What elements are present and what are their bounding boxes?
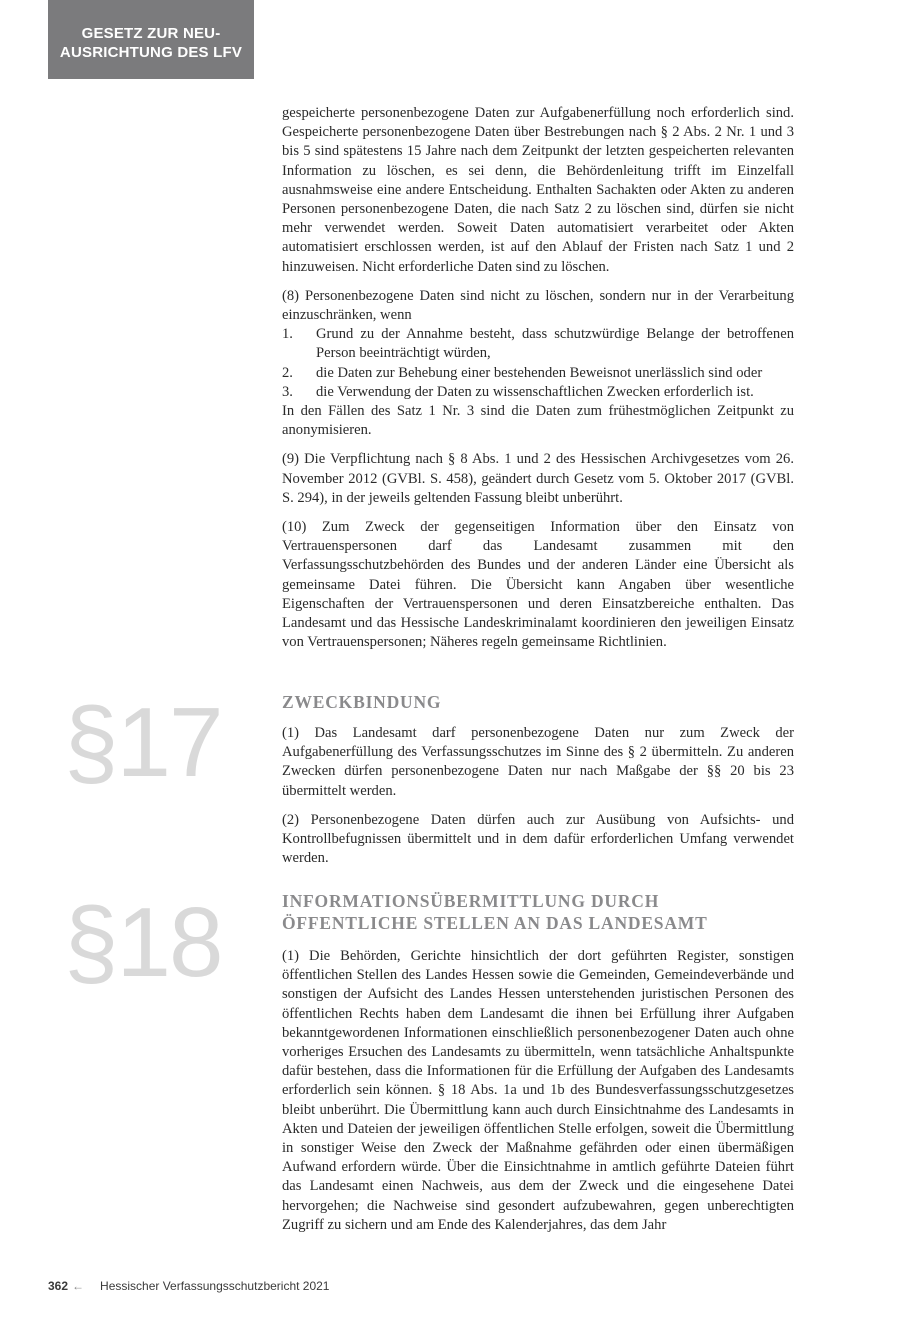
chapter-header-tab bbox=[48, 0, 254, 79]
list-item bbox=[282, 364, 794, 383]
back-arrow-icon[interactable]: ← bbox=[72, 1279, 85, 1293]
section-18-body bbox=[282, 947, 794, 1245]
list-item bbox=[282, 325, 794, 363]
section-17-paragraph-2: (2) Personenbezogene Daten dürfen auch zur Ausübung von Aufsichts- und Kontrollbefugnissen übermittelt und in dem dafür erforderlichen Umfang verwendet werden. bbox=[282, 811, 794, 867]
paragraph-10: (10) Zum Zweck der gegenseitigen Information über den Einsatz von Vertrauenspersonen darf das Landesamt zusammen mit den Verfassungsschutzbehörden des Bundes und der anderen Länder eine Übersicht als gemeinsame Datei führen. Die Übersicht kann Angaben über wesentliche Eigenschaften der Vertrauenspersonen und deren Einsatzbereiche enthalten. Das Landesamt und das Hessische Landeskriminalamt koordinieren den jeweiligen Einsatz von Vertrauenspersonen; Näheres regeln gemeinsame Richtlinien. bbox=[282, 519, 794, 651]
list-item-text: die Daten zur Behebung einer bestehenden Beweisnot unerlässlich sind oder bbox=[316, 364, 763, 381]
paragraph-8-list bbox=[282, 325, 794, 402]
paragraph-7-continuation: gespeicherte personenbezogene Daten zur Aufgabenerfüllung noch erforderlich sind. Gespeicherte personenbezogene Daten über Bestrebungen nach § 2 Abs. 2 Nr. 1 und 3 bis 5 sind spätestens 15 Jahre nach dem Zeitpunkt der letzten gespeicherten relevanten Information zu löschen, es sei denn, die Behördenleitung trifft im Einzelfall ausnahmsweise eine andere Entscheidung. Enthalten Sachakten oder Akten zu anderen Personen personenbezogene Daten, die nach Satz 2 zu löschen sind, dürfen sie nicht mehr verwendet werden. Soweit Daten automatisiert verarbeitet oder Akten automatisiert erschlossen werden, ist auf den Ablauf der Fristen nach Satz 1 und 2 hinzuweisen. Nicht erforderliche Daten sind zu löschen. bbox=[282, 105, 794, 275]
paragraph-8-tail: In den Fällen des Satz 1 Nr. 3 sind die Daten zum frühestmöglichen Zeitpunkt zu anonymisieren. bbox=[282, 403, 794, 439]
chapter-header-line1: GESETZ ZUR NEU- bbox=[81, 25, 221, 42]
section-18-title-line1: INFORMATIONSÜBERMITTLUNG DURCH bbox=[282, 891, 660, 911]
publication-title: Hessischer Verfassungsschutzbericht 2021 bbox=[100, 1279, 330, 1293]
section-17-number: §17 bbox=[64, 687, 222, 797]
section-18-title bbox=[282, 890, 794, 934]
list-item-text: die Verwendung der Daten zu wissenschaftlichen Zwecken erforderlich ist. bbox=[316, 383, 754, 400]
page-footer bbox=[48, 1279, 329, 1293]
section-18-number: §18 bbox=[64, 887, 222, 997]
paragraph-9: (9) Die Verpflichtung nach § 8 Abs. 1 und 2 des Hessischen Archivgesetzes vom 26. November 2012 (GVBl. S. 458), geändert durch Gesetz vom 5. Oktober 2017 (GVBl. S. 294), in der jeweils geltenden Fassung bleibt unberührt. bbox=[282, 451, 794, 506]
continued-section-text bbox=[282, 104, 794, 662]
list-item bbox=[282, 383, 794, 402]
paragraph-8 bbox=[282, 287, 794, 441]
list-item-text: Grund zu der Annahme besteht, dass schutzwürdige Belange der betroffenen Person beeinträchtigt würden, bbox=[316, 326, 794, 362]
list-item-number: 2. bbox=[282, 364, 293, 381]
section-17-paragraph-1: (1) Das Landesamt darf personenbezogene Daten nur zum Zweck der Aufgabenerfüllung des Verfassungsschutzes im Sinne des § 2 übermitteln. Zu anderen Zwecken dürfen personenbezogene Daten nur nach Maßgabe der §§ 20 bis 23 übermittelt werden. bbox=[282, 725, 794, 799]
paragraph-8-lead: (8) Personenbezogene Daten sind nicht zu löschen, sondern nur in der Verarbeitung einzuschränken, wenn bbox=[282, 287, 794, 324]
section-18-title-line2: ÖFFENTLICHE STELLEN AN DAS LANDESAMT bbox=[282, 913, 708, 933]
section-18-paragraph-1: (1) Die Behörden, Gerichte hinsichtlich der dort geführten Register, sonstigen öffentlichen Stellen des Landes Hessen sowie die Gemeinden, Gemeindeverbände und sonstigen der Aufsicht des Landes Hessen unterstehenden juristischen Personen des öffentlichen Rechts haben dem Landesamt die ihnen bei Erfüllung ihrer Aufgaben bekanntgewordenen Informationen einschließlich personenbezogener Daten auch ohne vorheriges Ersuchen des Landesamts zu übermitteln, wenn tatsächliche Anhaltspunkte dafür bestehen, dass die Informationen für die Erfüllung der Aufgaben des Landesamts erforderlich sein können. § 18 Abs. 1a und 1b des Bundesverfassungsschutzgesetzes bleibt unberührt. Die Übermittlung kann auch durch Einsichtnahme des Landesamts in Akten und Dateien der jeweiligen öffentlichen Stelle erfolgen, soweit die Übermittlung in sonstiger Weise den Zweck der Maßnahme gefährden oder einen übermäßigen Aufwand erfordern würde. Über die Einsichtnahme in amtlich geführte Dateien führt das Landesamt einen Nachweis, aus dem der Zweck und die eingesehene Datei hervorgehen; die Nachweise sind gesondert aufzubewahren, gegen unberechtigten Zugriff zu sichern und am Ende des Kalenderjahres, das dem Jahr bbox=[282, 948, 794, 1233]
list-item-number: 1. bbox=[282, 326, 293, 343]
section-17-title: ZWECKBINDUNG bbox=[282, 692, 442, 712]
section-17-body bbox=[282, 724, 794, 878]
page-number: 362 bbox=[48, 1279, 69, 1293]
list-item-number: 3. bbox=[282, 383, 293, 400]
chapter-header-line2: AUSRICHTUNG DES LFV bbox=[59, 44, 243, 61]
